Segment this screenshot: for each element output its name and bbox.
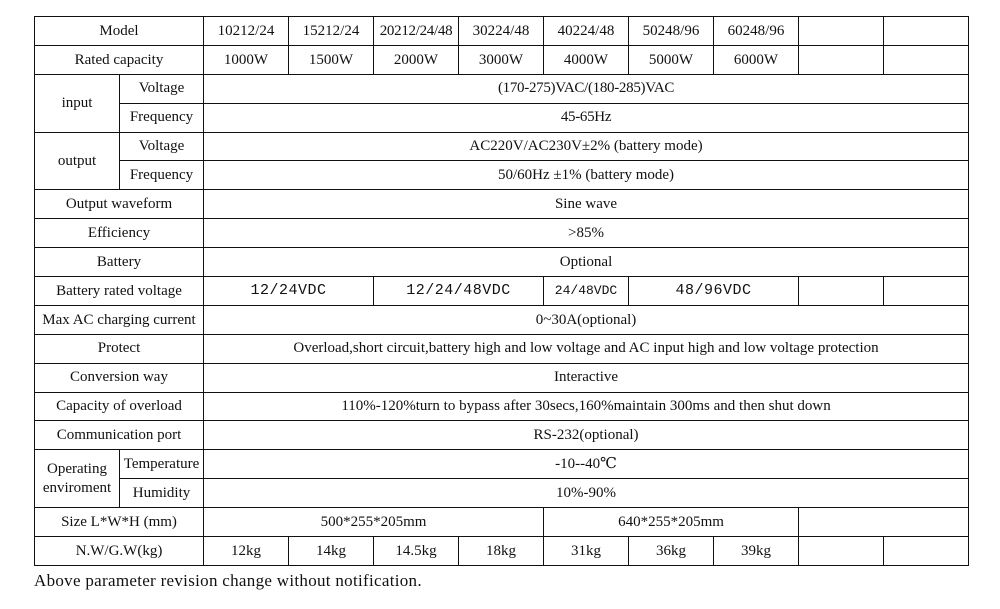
overload-row xyxy=(35,392,969,421)
weight-cell xyxy=(799,537,884,566)
battery-voltage-cell: 12/24/48VDC xyxy=(374,277,544,306)
overload-label: Capacity of overload xyxy=(35,392,204,421)
humidity-value: 10%-90% xyxy=(204,479,969,508)
protect-row xyxy=(35,334,969,363)
size-cell: 500*255*205mm xyxy=(204,508,544,537)
model-label: Model xyxy=(35,17,204,46)
output-frequency-value: 50/60Hz ±1% (battery mode) xyxy=(204,161,969,190)
protect-label: Protect xyxy=(35,334,204,363)
weight-cell: 39kg xyxy=(714,537,799,566)
conversion-value: Interactive xyxy=(204,363,969,392)
battery-value: Optional xyxy=(204,248,969,277)
capacity-cell: 1500W xyxy=(289,45,374,74)
capacity-cell xyxy=(884,45,969,74)
temperature-row xyxy=(35,450,969,479)
input-frequency-label: Frequency xyxy=(120,103,204,132)
battery-voltage-cell xyxy=(799,277,884,306)
weight-cell xyxy=(884,537,969,566)
efficiency-label: Efficiency xyxy=(35,219,204,248)
weight-row xyxy=(35,537,969,566)
output-voltage-value: AC220V/AC230V±2% (battery mode) xyxy=(204,132,969,161)
input-voltage-label: Voltage xyxy=(120,74,204,103)
communication-value: RS-232(optional) xyxy=(204,421,969,450)
temperature-label: Temperature xyxy=(120,450,204,479)
input-frequency-value: 45-65Hz xyxy=(204,103,969,132)
model-cell: 20212/24/48 xyxy=(374,17,459,46)
output-frequency-label: Frequency xyxy=(120,161,204,190)
capacity-cell: 1000W xyxy=(204,45,289,74)
humidity-label: Humidity xyxy=(120,479,204,508)
conversion-row xyxy=(35,363,969,392)
weight-cell: 14kg xyxy=(289,537,374,566)
efficiency-value: >85% xyxy=(204,219,969,248)
battery-voltage-cell: 48/96VDC xyxy=(629,277,799,306)
battery-row xyxy=(35,248,969,277)
capacity-cell: 2000W xyxy=(374,45,459,74)
weight-cell: 12kg xyxy=(204,537,289,566)
size-label: Size L*W*H (mm) xyxy=(35,508,204,537)
model-cell: 60248/96 xyxy=(714,17,799,46)
protect-value: Overload,short circuit,battery high and low voltage and AC input high and low voltage protection xyxy=(204,334,969,363)
weight-cell: 14.5kg xyxy=(374,537,459,566)
output-label: output xyxy=(35,132,120,190)
conversion-label: Conversion way xyxy=(35,363,204,392)
waveform-label: Output waveform xyxy=(35,190,204,219)
size-cell: 640*255*205mm xyxy=(544,508,799,537)
operating-label: Operating enviroment xyxy=(35,450,120,508)
battery-voltage-label: Battery rated voltage xyxy=(35,277,204,306)
capacity-cell: 6000W xyxy=(714,45,799,74)
model-cell: 15212/24 xyxy=(289,17,374,46)
battery-label: Battery xyxy=(35,248,204,277)
capacity-cell xyxy=(799,45,884,74)
weight-cell: 31kg xyxy=(544,537,629,566)
output-voltage-row xyxy=(35,132,969,161)
weight-cell: 36kg xyxy=(629,537,714,566)
capacity-cell: 5000W xyxy=(629,45,714,74)
output-frequency-row xyxy=(35,161,969,190)
efficiency-row xyxy=(35,219,969,248)
max-ac-charging-row xyxy=(35,305,969,334)
waveform-row xyxy=(35,190,969,219)
rated-capacity-row xyxy=(35,45,969,74)
input-voltage-value: (170-275)VAC/(180-285)VAC xyxy=(204,74,969,103)
battery-voltage-cell: 12/24VDC xyxy=(204,277,374,306)
temperature-value: -10--40℃ xyxy=(204,450,969,479)
model-cell: 40224/48 xyxy=(544,17,629,46)
capacity-cell: 3000W xyxy=(459,45,544,74)
max-ac-charging-label: Max AC charging current xyxy=(35,305,204,334)
battery-voltage-cell xyxy=(884,277,969,306)
battery-voltage-cell: 24/48VDC xyxy=(544,277,629,306)
overload-value: 110%-120%turn to bypass after 30secs,160%maintain 300ms and then shut down xyxy=(204,392,969,421)
input-voltage-row xyxy=(35,74,969,103)
model-cell xyxy=(799,17,884,46)
capacity-cell: 4000W xyxy=(544,45,629,74)
output-voltage-label: Voltage xyxy=(120,132,204,161)
weight-cell: 18kg xyxy=(459,537,544,566)
size-cell xyxy=(799,508,969,537)
model-cell: 50248/96 xyxy=(629,17,714,46)
model-cell: 30224/48 xyxy=(459,17,544,46)
model-cell xyxy=(884,17,969,46)
footnote: Above parameter revision change without notification. xyxy=(34,571,422,590)
model-cell: 10212/24 xyxy=(204,17,289,46)
max-ac-charging-value: 0~30A(optional) xyxy=(204,305,969,334)
humidity-row xyxy=(35,479,969,508)
waveform-value: Sine wave xyxy=(204,190,969,219)
rated-capacity-label: Rated capacity xyxy=(35,45,204,74)
weight-label: N.W/G.W(kg) xyxy=(35,537,204,566)
input-label: input xyxy=(35,74,120,132)
input-frequency-row xyxy=(35,103,969,132)
spec-table xyxy=(34,16,969,566)
communication-row xyxy=(35,421,969,450)
communication-label: Communication port xyxy=(35,421,204,450)
model-row xyxy=(35,17,969,46)
size-row xyxy=(35,508,969,537)
battery-voltage-row xyxy=(35,277,969,306)
